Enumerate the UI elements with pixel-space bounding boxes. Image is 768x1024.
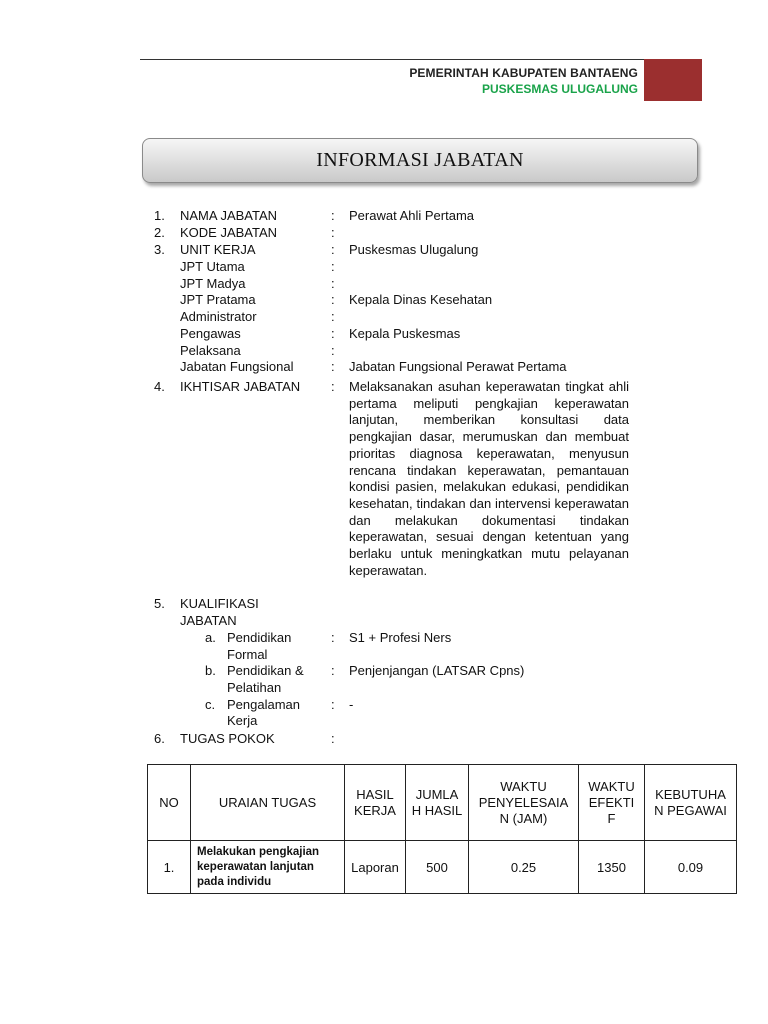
field-number: 3. bbox=[154, 242, 165, 257]
field-label: JABATAN bbox=[180, 613, 237, 628]
column-header-uraian: URAIAN TUGAS bbox=[191, 765, 345, 841]
cell-no: 1. bbox=[148, 841, 191, 894]
field-label: NAMA JABATAN bbox=[180, 208, 278, 223]
job-summary-text: Melaksanakan asuhan keperawatan tingkat ahli pertama meliputi pengkajian keperawatan lanjutan, memberikan konsultasi data pengkajian dasar, merumuskan dan membuat prioritas diagnosa keperawatan, menyusun rencana tindakan keperawatan, pemantauan kondisi pasien, melakukan edukasi, pendidikan kesehatan, tindakan dan intervensi keperawatan dan melakukan dokumentasi tindakan keperawatan, sesuai dengan ketentuan yang berlaku untuk meningkatkan mutu pelayanan keperawatan. bbox=[349, 379, 629, 578]
field-colon: : bbox=[331, 343, 335, 358]
field-value: Kepala Dinas Kesehatan bbox=[349, 292, 493, 307]
field-value: Penjenjangan (LATSAR Cpns) bbox=[349, 663, 525, 678]
organization-name: PEMERINTAH KABUPATEN BANTAENG bbox=[409, 66, 638, 80]
page-title: INFORMASI JABATAN bbox=[316, 149, 524, 171]
cell-uraian: Melakukan pengkajian keperawatan lanjutan pada individu bbox=[191, 841, 345, 894]
field-letter: b. bbox=[205, 663, 216, 678]
field-label: JPT Pratama bbox=[180, 292, 256, 307]
field-label: TUGAS POKOK bbox=[180, 731, 275, 746]
field-value: Perawat Ahli Pertama bbox=[349, 208, 475, 223]
field-colon: : bbox=[331, 731, 335, 746]
task-table bbox=[147, 764, 737, 894]
field-colon: : bbox=[331, 326, 335, 341]
cell-waktu-penyelesaian: 0.25 bbox=[469, 841, 579, 894]
field-label: KODE JABATAN bbox=[180, 225, 278, 240]
field-letter: c. bbox=[205, 697, 216, 712]
field-colon: : bbox=[331, 292, 335, 307]
table-header-row bbox=[148, 765, 737, 841]
field-label: UNIT KERJA bbox=[180, 242, 256, 257]
field-label: Pengalaman bbox=[227, 697, 300, 712]
column-header-waktu-efektif: WAKTU EFEKTI F bbox=[579, 765, 645, 841]
field-colon: : bbox=[331, 630, 335, 645]
cell-hasil: Laporan bbox=[345, 841, 406, 894]
field-colon: : bbox=[331, 225, 335, 240]
field-colon: : bbox=[331, 259, 335, 274]
cell-jumlah: 500 bbox=[406, 841, 469, 894]
field-colon: : bbox=[331, 379, 335, 394]
column-header-waktu-penyelesaian: WAKTU PENYELESAIA N (JAM) bbox=[469, 765, 579, 841]
field-value: Puskesmas Ulugalung bbox=[349, 242, 479, 257]
field-label: Formal bbox=[227, 647, 268, 662]
field-colon: : bbox=[331, 276, 335, 291]
field-label: Kerja bbox=[227, 713, 258, 728]
cell-waktu-efektif: 1350 bbox=[579, 841, 645, 894]
field-value: Jabatan Fungsional Perawat Pertama bbox=[349, 359, 567, 374]
field-value: Kepala Puskesmas bbox=[349, 326, 461, 341]
column-header-jumlah: JUMLA H HASIL bbox=[406, 765, 469, 841]
field-value: S1 + Profesi Ners bbox=[349, 630, 452, 645]
field-value: - bbox=[349, 697, 354, 712]
field-number: 1. bbox=[154, 208, 165, 223]
field-label: Jabatan Fungsional bbox=[180, 359, 294, 374]
title-banner bbox=[142, 138, 698, 183]
field-label: Pengawas bbox=[180, 326, 241, 341]
column-header-kebutuhan: KEBUTUHA N PEGAWAI bbox=[645, 765, 737, 841]
unit-name: PUSKESMAS ULUGALUNG bbox=[481, 82, 638, 96]
header-rule bbox=[140, 59, 644, 60]
field-number: 6. bbox=[154, 731, 165, 746]
field-label: JPT Madya bbox=[180, 276, 246, 291]
field-label: Pelatihan bbox=[227, 680, 282, 695]
field-colon: : bbox=[331, 208, 335, 223]
cell-kebutuhan: 0.09 bbox=[645, 841, 737, 894]
field-colon: : bbox=[331, 359, 335, 374]
field-label: Pendidikan bbox=[227, 630, 292, 645]
column-header-hasil: HASIL KERJA bbox=[345, 765, 406, 841]
field-label: IKHTISAR JABATAN bbox=[180, 379, 301, 394]
field-number: 2. bbox=[154, 225, 165, 240]
field-label: Pendidikan & bbox=[227, 663, 304, 678]
field-label: Pelaksana bbox=[180, 343, 241, 358]
field-colon: : bbox=[331, 242, 335, 257]
field-letter: a. bbox=[205, 630, 216, 645]
column-header-no: NO bbox=[148, 765, 191, 841]
field-label: Administrator bbox=[180, 309, 257, 324]
field-label: JPT Utama bbox=[180, 259, 245, 274]
field-colon: : bbox=[331, 309, 335, 324]
table-row bbox=[148, 841, 737, 894]
field-number: 4. bbox=[154, 379, 165, 394]
field-colon: : bbox=[331, 697, 335, 712]
field-colon: : bbox=[331, 663, 335, 678]
field-label: KUALIFIKASI bbox=[180, 596, 259, 611]
header-accent-block bbox=[644, 59, 702, 101]
field-number: 5. bbox=[154, 596, 165, 611]
